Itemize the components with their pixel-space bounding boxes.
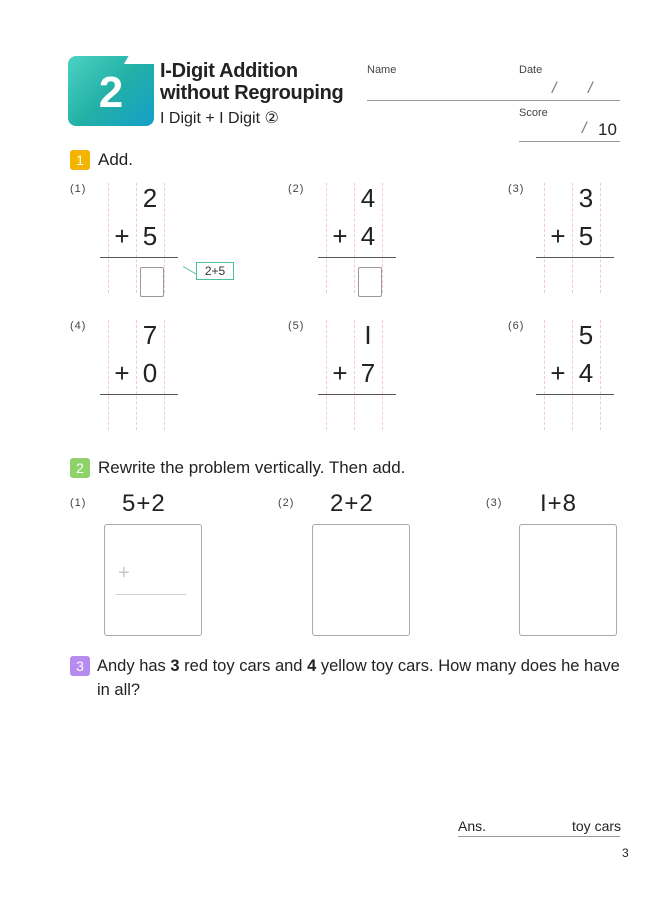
vertical-problem-2 bbox=[296, 183, 416, 293]
answer-unit: toy cars bbox=[572, 818, 622, 834]
score-line[interactable] bbox=[519, 141, 620, 142]
vertical-problem-5 bbox=[296, 320, 416, 430]
addend-top: I bbox=[364, 320, 372, 350]
score-label: Score bbox=[519, 107, 548, 119]
plus-sign: + bbox=[550, 358, 566, 388]
sum-rule bbox=[100, 394, 178, 395]
date-label: Date bbox=[519, 64, 543, 76]
plus-sign: + bbox=[114, 221, 130, 251]
sum-rule bbox=[536, 394, 614, 395]
name-label: Name bbox=[367, 64, 397, 76]
problem-label: (2) bbox=[278, 497, 295, 509]
vertical-problem-6 bbox=[514, 320, 634, 430]
score-slash: / bbox=[582, 120, 587, 137]
vertical-problem-1 bbox=[78, 183, 198, 293]
problem-label: (6) bbox=[508, 320, 525, 332]
date-slash-1: / bbox=[552, 80, 557, 97]
plus-sign: + bbox=[332, 358, 348, 388]
date-line[interactable] bbox=[507, 100, 620, 101]
unit-number: 2 bbox=[98, 68, 124, 117]
title-line-2: without Regrouping bbox=[160, 82, 344, 104]
problem-label: (1) bbox=[70, 497, 87, 509]
work-box[interactable] bbox=[312, 524, 410, 636]
addend-bottom: 4 bbox=[360, 221, 376, 251]
answer-box[interactable] bbox=[358, 267, 382, 297]
section-2-number-box bbox=[70, 458, 90, 478]
sum-rule bbox=[318, 257, 396, 258]
plus-sign: + bbox=[114, 358, 130, 388]
addend-bottom: 7 bbox=[360, 358, 376, 388]
title-line-1: I-Digit Addition bbox=[160, 60, 298, 82]
story-text: yellow toy cars. How many does he have in all? bbox=[97, 657, 620, 699]
sum-rule bbox=[536, 257, 614, 258]
addend-bottom: 4 bbox=[578, 358, 594, 388]
section-2-number: 2 bbox=[76, 460, 84, 476]
story-number: 4 bbox=[307, 657, 317, 675]
problem-label: (1) bbox=[70, 183, 87, 195]
faint-plus-guide: + bbox=[118, 562, 130, 584]
score-total: 10 bbox=[598, 120, 617, 139]
sum-rule bbox=[100, 257, 178, 258]
addend-top: 3 bbox=[578, 183, 594, 213]
problem-label: (5) bbox=[288, 320, 305, 332]
addend-bottom: 5 bbox=[578, 221, 594, 251]
story-text: Andy has bbox=[97, 657, 171, 675]
addend-bottom: 0 bbox=[142, 358, 158, 388]
subtitle: I Digit + I Digit ② bbox=[160, 110, 279, 127]
problem-label: (2) bbox=[288, 183, 305, 195]
plus-sign: + bbox=[332, 221, 348, 251]
addend-bottom: 5 bbox=[142, 221, 158, 251]
section-1-instruction: Add. bbox=[98, 150, 133, 169]
page-number: 3 bbox=[622, 846, 629, 860]
addend-top: 5 bbox=[578, 320, 594, 350]
addend-top: 2 bbox=[142, 183, 158, 213]
expression: 2+2 bbox=[330, 490, 374, 517]
answer-box[interactable] bbox=[140, 267, 164, 297]
story-text: red toy cars and bbox=[179, 657, 308, 675]
problem-label: (3) bbox=[486, 497, 503, 509]
work-box[interactable] bbox=[519, 524, 617, 636]
date-slash-2: / bbox=[588, 80, 593, 97]
addend-top: 7 bbox=[142, 320, 158, 350]
faint-rule-guide bbox=[116, 594, 186, 595]
section-3-number-box bbox=[70, 656, 90, 676]
section-3-number: 3 bbox=[76, 658, 84, 674]
sum-rule bbox=[318, 394, 396, 395]
expression: 5+2 bbox=[122, 490, 166, 517]
answer-label: Ans. bbox=[458, 818, 487, 834]
vertical-problem-4 bbox=[78, 320, 198, 430]
answer-line[interactable] bbox=[458, 836, 620, 837]
problem-label: (4) bbox=[70, 320, 87, 332]
word-problem bbox=[97, 654, 623, 702]
name-line[interactable] bbox=[367, 100, 507, 101]
addend-top: 4 bbox=[360, 183, 376, 213]
section-1-number-box bbox=[70, 150, 90, 170]
problem-label: (3) bbox=[508, 183, 525, 195]
expression: I+8 bbox=[540, 490, 578, 517]
story-number: 3 bbox=[170, 657, 180, 675]
section-2-instruction: Rewrite the problem vertically. Then add. bbox=[98, 458, 406, 477]
section-1-number: 1 bbox=[76, 152, 84, 168]
plus-sign: + bbox=[550, 221, 566, 251]
hint-bubble: 2+5 bbox=[196, 262, 234, 280]
vertical-problem-3 bbox=[514, 183, 634, 293]
